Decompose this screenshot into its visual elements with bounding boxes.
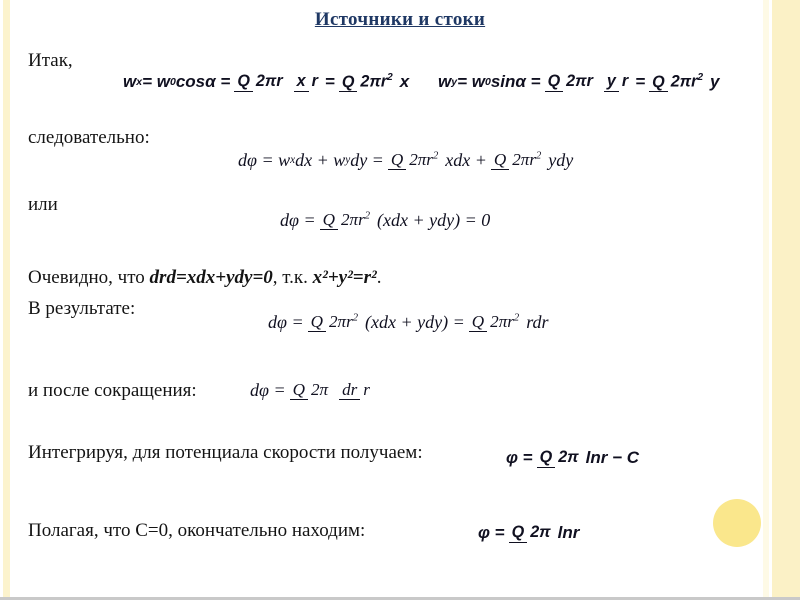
text-obvious-end: . bbox=[376, 267, 382, 288]
text-polagaya: Полагая, что С=0, окончательно находим: bbox=[28, 520, 366, 541]
text-obvious-bold1: drd=xdx+ydy=0 bbox=[149, 267, 273, 288]
formula-phi-lnr-c: φ = Q 2π lnr − C bbox=[506, 448, 640, 467]
text-obvious bbox=[28, 267, 381, 289]
formula-dphi-sum: dφ = w x dx + w y dy = Q $2\pi r^2$ xdx + Q $2\pi r^2$ ydy bbox=[238, 149, 574, 170]
text-integriruya: Интегрируя, для потенциала скорости получаем: bbox=[28, 442, 423, 463]
text-obvious-bold2: x²+y²=r² bbox=[312, 267, 377, 288]
formula-dphi-dr-r: dφ = Q 2π dr r bbox=[250, 379, 370, 400]
decorative-yellow-circle bbox=[713, 499, 761, 547]
formula-dphi-zero: dφ = Q $2\pi r^2$ (xdx + ydy) = 0 bbox=[280, 209, 491, 230]
formula-wx: w x = w 0 cosα = Q 2πr x r = Q $2\pi r^2$ x bbox=[123, 72, 410, 91]
text-obvious-mid: , т.к. bbox=[272, 267, 313, 288]
formula-phi-lnr: φ = Q 2π lnr bbox=[478, 523, 580, 542]
right-accent-stripe-thin bbox=[763, 0, 769, 600]
text-vrezultate: В результате: bbox=[28, 298, 136, 319]
text-itak: Итак, bbox=[28, 50, 73, 71]
text-obvious-pre: Очевидно, что bbox=[28, 267, 150, 288]
text-ili: или bbox=[28, 194, 58, 215]
text-sledovatelno: следовательно: bbox=[28, 127, 150, 148]
left-accent-strip bbox=[3, 0, 10, 600]
right-accent-band bbox=[772, 0, 800, 600]
slide-title: Источники и стоки bbox=[314, 9, 486, 30]
formula-dphi-rdr: dφ = Q $2\pi r^2$ (xdx + ydy) = Q $2\pi r^2$ rdr bbox=[268, 311, 549, 332]
text-iposle: и после сокращения: bbox=[28, 380, 197, 401]
formula-wy: w y = w 0 sinα = Q 2πr y r = Q $2\pi r^2$ y bbox=[438, 72, 720, 91]
